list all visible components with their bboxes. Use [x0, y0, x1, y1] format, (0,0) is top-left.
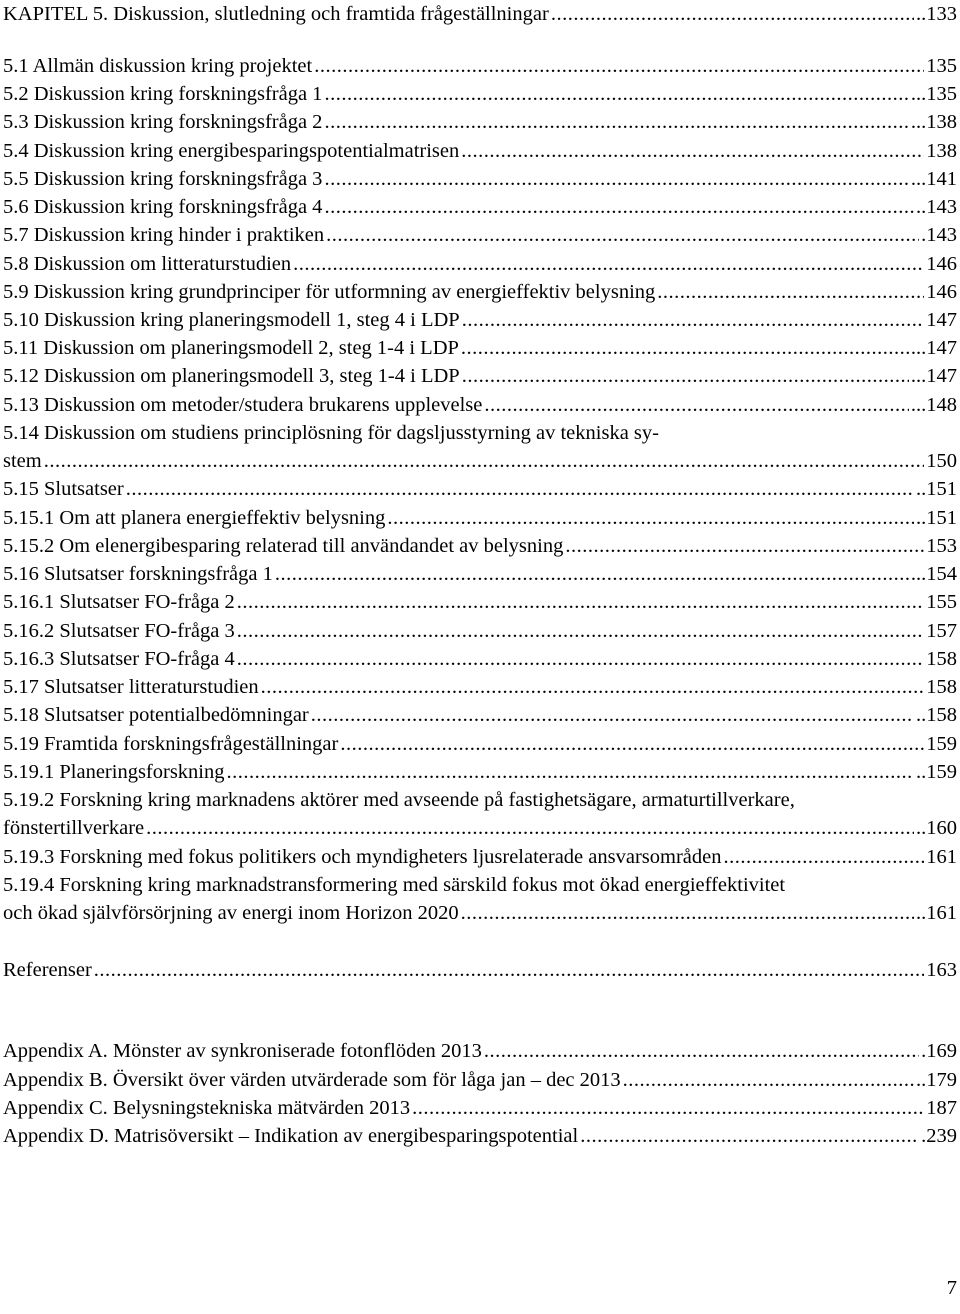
toc-entry-page: 163	[926, 959, 957, 981]
toc-entry[interactable]	[3, 899, 957, 927]
toc-entry-page: ..160	[916, 817, 957, 839]
toc-entry-title: 5.15.1 Om att planera energieffektiv belysning	[3, 507, 386, 529]
dot-leader	[484, 391, 908, 419]
dot-leader	[580, 1122, 919, 1150]
dot-leader	[44, 447, 925, 475]
dot-leader	[324, 165, 908, 193]
toc-entry-title: 5.6 Diskussion kring forskningsfråga 4	[3, 196, 323, 218]
toc-entry-page: ..151	[916, 478, 957, 500]
dot-leader	[565, 532, 924, 560]
toc-entry-page: 153	[926, 535, 957, 557]
toc-entry-page: ..133	[916, 3, 957, 25]
toc-entry-page: ..159	[916, 761, 957, 783]
dot-leader	[657, 278, 924, 306]
toc-entry[interactable]	[3, 588, 957, 616]
dot-leader	[723, 843, 924, 871]
toc-entry-title: 5.16 Slutsatser forskningsfråga 1	[3, 563, 273, 585]
toc-entry-title: 5.19 Framtida forskningsfrågeställningar	[3, 733, 339, 755]
toc-entry-page: 187	[926, 1097, 957, 1119]
dot-leader	[326, 221, 919, 249]
toc-entry-title: 5.19.4 Forskning kring marknadstransformering med särskild fokus mot ökad energieffektivitet	[3, 874, 786, 896]
toc-entry[interactable]	[3, 1122, 957, 1150]
toc-entry[interactable]	[3, 391, 957, 419]
toc-entry-page: ...135	[910, 83, 957, 105]
toc-entry-title: 5.11 Diskussion om planeringsmodell 2, steg 1-4 i LDP	[3, 337, 459, 359]
toc-entry-page: .239	[921, 1125, 957, 1147]
toc-entry[interactable]	[3, 1037, 957, 1065]
dot-leader	[261, 673, 925, 701]
toc-entry-page: ...141	[910, 168, 957, 190]
toc-entry-page: ..151	[916, 507, 957, 529]
toc-entry[interactable]	[3, 1066, 957, 1094]
toc-entry-title: och ökad självförsörjning av energi inom Horizon 2020	[3, 902, 459, 924]
toc-entry-title: KAPITEL 5. Diskussion, slutledning och framtida frågeställningar	[3, 3, 549, 25]
dot-leader	[293, 250, 924, 278]
toc-entry[interactable]	[3, 334, 957, 362]
toc-entry[interactable]	[3, 137, 957, 165]
toc-entry-title: 5.15 Slutsatser	[3, 478, 124, 500]
dot-leader	[324, 193, 914, 221]
toc-entry-title: 5.16.3 Slutsatser FO-fråga 4	[3, 648, 235, 670]
toc-entry[interactable]	[3, 645, 957, 673]
toc-entry[interactable]	[3, 108, 957, 136]
toc-entry-title: 5.9 Diskussion kring grundprinciper för utformning av energieffektiv belysning	[3, 281, 656, 303]
toc-entry-title: fönstertillverkare	[3, 817, 145, 839]
toc-entry[interactable]	[3, 52, 957, 80]
page-number: 7	[946, 1277, 957, 1299]
dot-leader	[340, 730, 924, 758]
toc-entry[interactable]	[3, 80, 957, 108]
toc-entry-page: ..161	[916, 902, 957, 924]
toc-entry[interactable]	[3, 1094, 957, 1122]
toc-entry-page: 155	[926, 591, 957, 613]
toc-entry-page: ...138	[910, 111, 957, 133]
toc-entry-page: 158	[926, 648, 957, 670]
toc-entry[interactable]	[3, 250, 957, 278]
toc-entry-title: Appendix B. Översikt över värden utvärderade som för låga jan – dec 2013	[3, 1069, 621, 1091]
toc-entry-title: 5.19.3 Forskning med fokus politikers och myndigheters ljusrelaterade ansvarsområden	[3, 846, 722, 868]
toc-entry-page: 146	[926, 281, 957, 303]
toc-entry-page: ..179	[916, 1069, 957, 1091]
toc-entry[interactable]	[3, 475, 957, 503]
dot-leader	[324, 80, 908, 108]
toc-entry-title: 5.16.2 Slutsatser FO-fråga 3	[3, 620, 235, 642]
toc-entry-page: 159	[926, 733, 957, 755]
toc-entry-title: stem	[3, 450, 42, 472]
toc-entry[interactable]	[3, 673, 957, 701]
toc-entry[interactable]	[3, 221, 957, 249]
dot-leader	[126, 475, 914, 503]
toc-entry-title: 5.15.2 Om elenergibesparing relaterad till användandet av belysning	[3, 535, 564, 557]
toc-entry[interactable]	[3, 278, 957, 306]
toc-entry[interactable]	[3, 532, 957, 560]
toc-entry-title: Appendix D. Matrisöversikt – Indikation av energibesparingspotential	[3, 1125, 579, 1147]
toc-entry-page: 146	[926, 253, 957, 275]
toc-entry[interactable]	[3, 504, 957, 532]
toc-entry-page: 157	[926, 620, 957, 642]
toc-entry-page: 161	[926, 846, 957, 868]
toc-entry-title: 5.13 Diskussion om metoder/studera brukarens upplevelse	[3, 394, 483, 416]
toc-entry-page: 135	[926, 55, 957, 77]
dot-leader	[94, 956, 924, 984]
dot-leader	[237, 588, 925, 616]
toc-entry-title: Referenser	[3, 959, 92, 981]
toc-entry-title: 5.18 Slutsatser potentialbedömningar	[3, 704, 309, 726]
toc-entry[interactable]	[3, 701, 957, 729]
toc-entry[interactable]	[3, 447, 957, 475]
dot-leader	[275, 560, 909, 588]
toc-entry[interactable]	[3, 814, 957, 842]
toc-entry-title: 5.16.1 Slutsatser FO-fråga 2	[3, 591, 235, 613]
toc-entry[interactable]	[3, 758, 957, 786]
toc-entry-page: ...154	[910, 563, 957, 585]
dot-leader	[227, 758, 915, 786]
dot-leader	[237, 617, 925, 645]
toc-entry-page: 147	[926, 309, 957, 331]
toc-entry-title: 5.1 Allmän diskussion kring projektet	[3, 55, 313, 77]
toc-entry-page: 138	[926, 140, 957, 162]
dot-leader	[314, 52, 924, 80]
toc-entry-page: ...147	[910, 365, 957, 387]
toc-entry-title: 5.14 Diskussion om studiens principlösning för dagsljusstyrning av tekniska sy-	[3, 422, 659, 444]
toc-entry-page: .143	[921, 224, 957, 246]
toc-entry[interactable]	[3, 956, 957, 984]
toc-entry-title: 5.10 Diskussion kring planeringsmodell 1, steg 4 i LDP	[3, 309, 460, 331]
toc-entry-title: 5.7 Diskussion kring hinder i praktiken	[3, 224, 325, 246]
toc-entry[interactable]	[3, 193, 957, 221]
dot-leader	[462, 362, 909, 390]
toc-entry[interactable]	[3, 871, 957, 899]
dot-leader	[484, 1037, 919, 1065]
toc-entry[interactable]	[3, 165, 957, 193]
toc-entry-title: 5.17 Slutsatser litteraturstudien	[3, 676, 259, 698]
toc-entry-title: 5.8 Diskussion om litteraturstudien	[3, 253, 292, 275]
toc-entry-title: 5.4 Diskussion kring energibesparingspotentialmatrisen	[3, 140, 460, 162]
toc-entry[interactable]	[3, 362, 957, 390]
toc-entry-title: 5.3 Diskussion kring forskningsfråga 2	[3, 111, 323, 133]
toc-entry-page: ...147	[910, 337, 957, 359]
toc-entry-title: Appendix C. Belysningstekniska mätvärden 2013	[3, 1097, 411, 1119]
toc-entry-page: ..158	[916, 704, 957, 726]
toc-entry[interactable]	[3, 843, 957, 871]
dot-leader	[551, 0, 914, 28]
dot-leader	[461, 334, 909, 362]
toc-entry-page: .169	[921, 1040, 957, 1062]
toc-entry[interactable]	[3, 419, 957, 447]
dot-leader	[311, 701, 914, 729]
toc-entry-title: 5.2 Diskussion kring forskningsfråga 1	[3, 83, 323, 105]
toc-entry[interactable]	[3, 560, 957, 588]
dot-leader	[412, 1094, 924, 1122]
toc-entry[interactable]	[3, 730, 957, 758]
toc-entry-title: 5.19.2 Forskning kring marknadens aktörer med avseende på fastighetsägare, armaturtillverkare,	[3, 789, 795, 811]
toc-entry-title: 5.12 Diskussion om planeringsmodell 3, steg 1-4 i LDP	[3, 365, 460, 387]
dot-leader	[461, 137, 924, 165]
toc-entry-page: ...148	[910, 394, 957, 416]
toc-entry-page: ..143	[916, 196, 957, 218]
dot-leader	[146, 814, 914, 842]
dot-leader	[461, 899, 914, 927]
dot-leader	[623, 1066, 914, 1094]
dot-leader	[324, 108, 908, 136]
toc-entry-title: Appendix A. Mönster av synkroniserade fotonflöden 2013	[3, 1040, 482, 1062]
toc-entry[interactable]	[3, 617, 957, 645]
toc-entry[interactable]	[3, 786, 957, 814]
toc-entry-page: 158	[926, 676, 957, 698]
toc-entry[interactable]	[3, 0, 957, 28]
dot-leader	[462, 306, 925, 334]
toc-entry-page: 150	[926, 450, 957, 472]
toc-entry-title: 5.5 Diskussion kring forskningsfråga 3	[3, 168, 323, 190]
dot-leader	[237, 645, 925, 673]
toc-entry-title: 5.19.1 Planeringsforskning	[3, 761, 225, 783]
dot-leader	[387, 504, 914, 532]
toc-entry[interactable]	[3, 306, 957, 334]
